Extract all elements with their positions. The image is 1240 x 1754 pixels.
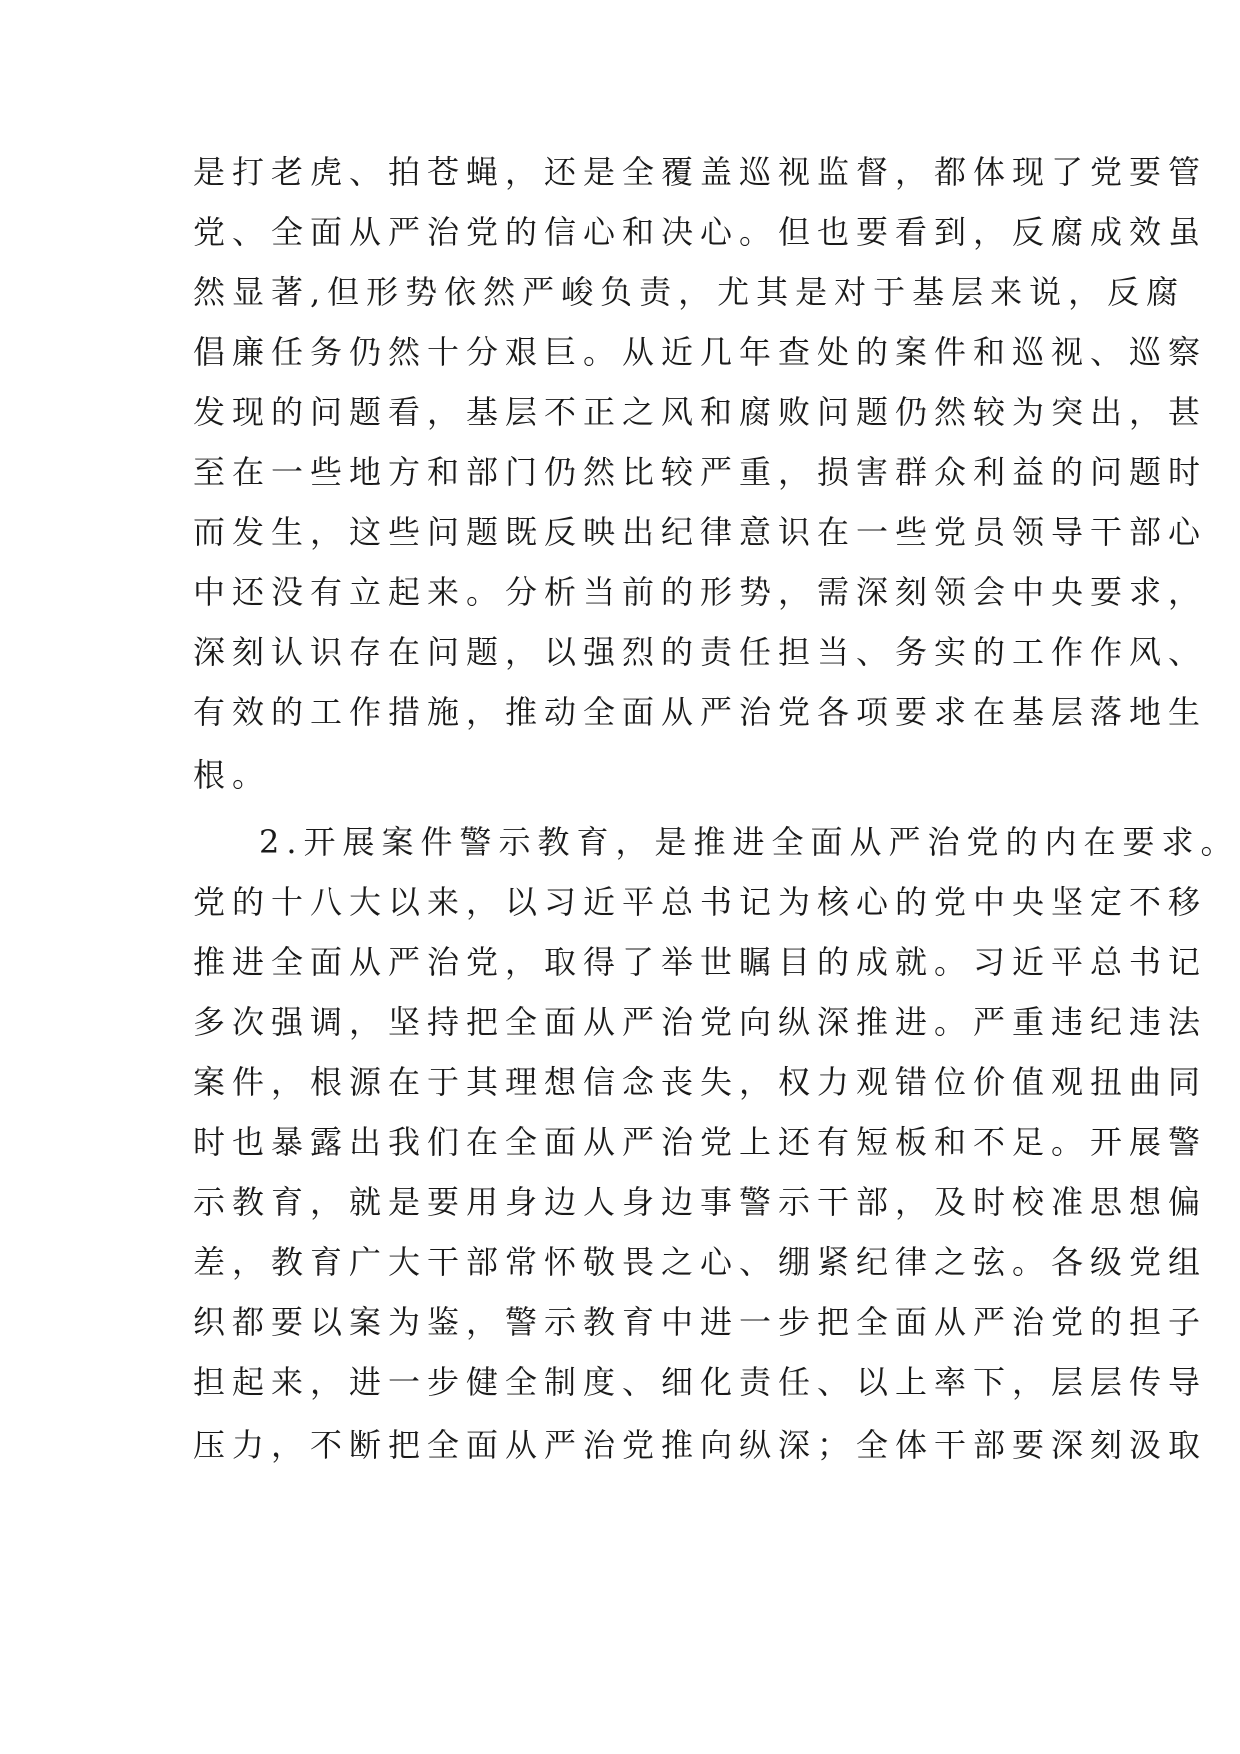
paragraph-2-line: 担起来，进一步健全制度、细化责任、以上率下，层层传导 — [193, 1363, 1208, 1401]
paragraph-2-line: 多次强调，坚持把全面从严治党向纵深推进。严重违纪违法 — [193, 1003, 1208, 1041]
paragraph-1-line: 而发生，这些问题既反映出纪律意识在一些党员领导干部心 — [193, 513, 1208, 551]
paragraph-1-line: 倡廉任务仍然十分艰巨。从近几年查处的案件和巡视、巡察 — [193, 333, 1208, 371]
paragraph-2-line: 案件，根源在于其理想信念丧失，权力观错位价值观扭曲同 — [193, 1063, 1208, 1101]
paragraph-2-line: 2.开展案件警示教育，是推进全面从严治党的内在要求。 — [259, 823, 1240, 861]
paragraph-1-line: 发现的问题看，基层不正之风和腐败问题仍然较为突出，甚 — [193, 393, 1208, 431]
paragraph-2-line: 织都要以案为鉴，警示教育中进一步把全面从严治党的担子 — [193, 1303, 1208, 1341]
paragraph-1-line: 中还没有立起来。分析当前的形势，需深刻领会中央要求， — [193, 573, 1208, 611]
paragraph-1-line: 至在一些地方和部门仍然比较严重，损害群众利益的问题时 — [193, 453, 1208, 491]
paragraph-2-line: 时也暴露出我们在全面从严治党上还有短板和不足。开展警 — [193, 1123, 1208, 1161]
paragraph-1-line: 党、全面从严治党的信心和决心。但也要看到，反腐成效虽 — [193, 213, 1208, 251]
paragraph-2-line: 党的十八大以来，以习近平总书记为核心的党中央坚定不移 — [193, 883, 1208, 921]
paragraph-2-line: 压力，不断把全面从严治党推向纵深；全体干部要深刻汲取 — [193, 1426, 1208, 1464]
paragraph-1-line: 有效的工作措施，推动全面从严治党各项要求在基层落地生 — [193, 693, 1208, 731]
paragraph-1-line: 根。 — [193, 756, 272, 794]
paragraph-2-line: 差，教育广大干部常怀敬畏之心、绷紧纪律之弦。各级党组 — [193, 1243, 1208, 1281]
paragraph-1-line: 深刻认识存在问题，以强烈的责任担当、务实的工作作风、 — [193, 633, 1208, 671]
paragraph-1-line: 然显著,但形势依然严峻负责，尤其是对于基层来说，反腐 — [193, 273, 1186, 311]
paragraph-1-line: 是打老虎、拍苍蝇，还是全覆盖巡视监督，都体现了党要管 — [193, 153, 1208, 191]
paragraph-2-line: 推进全面从严治党，取得了举世瞩目的成就。习近平总书记 — [193, 943, 1208, 981]
paragraph-2-line: 示教育，就是要用身边人身边事警示干部，及时校准思想偏 — [193, 1183, 1208, 1221]
